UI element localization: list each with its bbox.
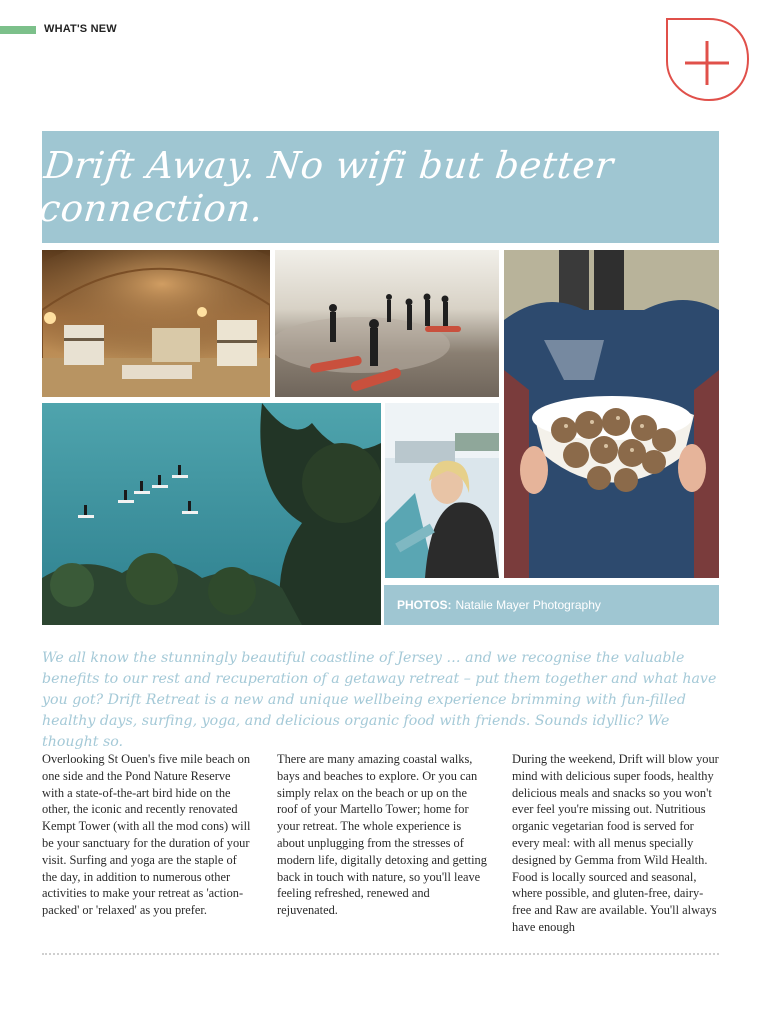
dotted-divider: [42, 953, 719, 955]
body-column-3: During the weekend, Drift will blow your mind with delicious super foods, healthy delicious meals and snacks so you won't ever feel you're missing out. Nutritious organic vegetarian food is served for every meal: with all menus specially designed by Gemma from Wild Health. Food is locally sourced and seasonal, where possible, and gluten-free, dairy-free and Raw are available. You'll always have enough: [512, 752, 719, 934]
body-columns: [42, 751, 722, 936]
body-column-2: There are many amazing coastal walks, bays and beaches to explore. Or you can simply relax on the beach or up on the roof of your Martello Tower; home for your retreat. The whole experience is about unplugging from the stresses of modern life, digitally detoxing and getting back in touch with nature, so you'll leave feeling refreshed, renewed and rejuvenated.: [277, 752, 487, 918]
photo-credit-name: Natalie Mayer Photography: [455, 598, 601, 612]
photo-credit-bar: [384, 585, 719, 625]
intro-paragraph: We all know the stunningly beautiful coastline of Jersey … and we recognise the valuable benefits to our rest and recuperation of a getaway retreat – put them together and what have you got? Drift Retreat is a new and unique wellbeing experience brimming with fun-filled healthy days, surfing, yoga, and delicious organic food with friends. Sounds idyllic? We thought so.: [42, 650, 717, 750]
bliss-balls-bowl-photo: [504, 250, 719, 578]
plus-badge: [664, 16, 750, 102]
body-column-1: Overlooking St Ouen's five mile beach on one side and the Pond Nature Reserve with a state-of-the-art bird hide on the other, the iconic and recently renovated Kempt Tower (with all the mod cons) will be your sanctuary for the duration of your visit. Surfing and yoga are the staple of the day, in addition to numerous other activities to make your retreat as 'action-packed' or 'relaxed' as you prefer.: [42, 752, 251, 918]
tower-bunk-room-photo: [42, 250, 270, 397]
photo-credit-label: PHOTOS:: [397, 598, 452, 612]
paddleboard-beach-photo: [275, 250, 499, 397]
section-label: WHAT'S NEW: [44, 23, 117, 35]
surfer-woman-photo: [385, 403, 499, 578]
article-title: Drift Away. No wifi but better connection.: [37, 144, 616, 230]
plus-icon: [664, 16, 750, 102]
title-banner: [37, 131, 719, 243]
bay-paddleboarders-photo: [42, 403, 381, 625]
section-color-bar: [0, 26, 36, 34]
